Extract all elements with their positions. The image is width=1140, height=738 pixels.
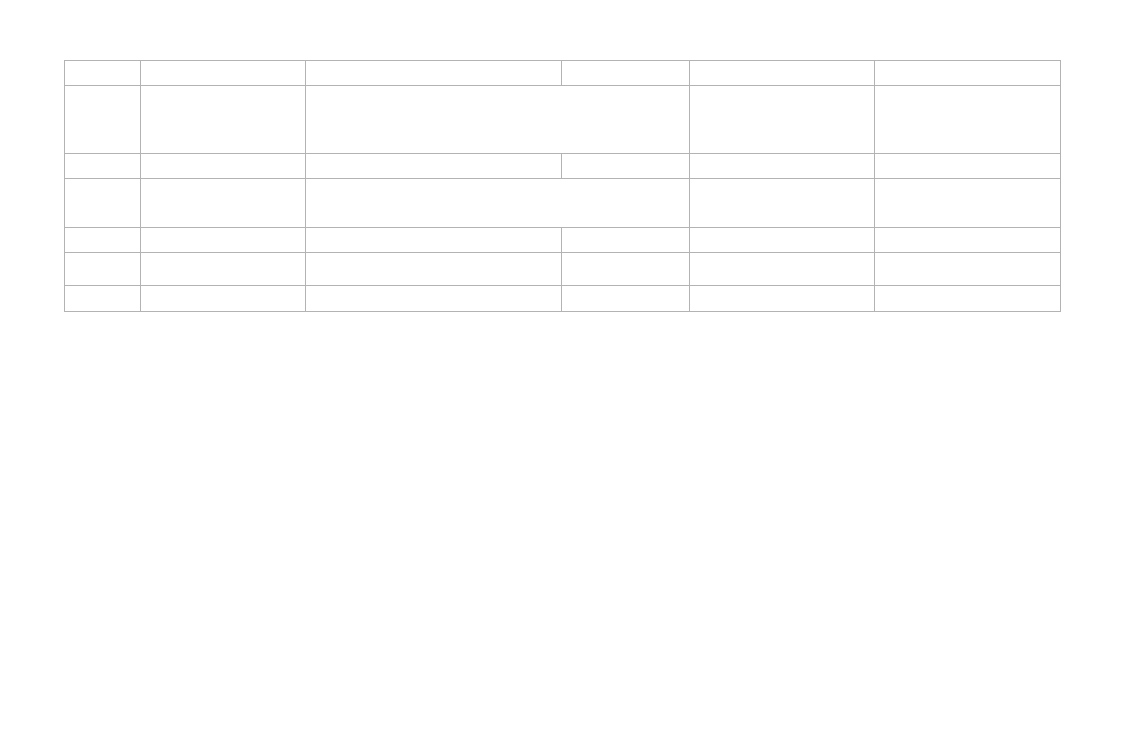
column-header-quantita: [562, 253, 690, 286]
cell-blank: [875, 286, 1061, 312]
table-body: [65, 61, 1061, 312]
cell-blank: [141, 286, 306, 312]
cell-blank: [690, 61, 875, 86]
cell-blank: [562, 286, 690, 312]
cell-blank: [65, 154, 141, 179]
cell-blank: [306, 154, 562, 179]
cell-blank: [690, 179, 875, 228]
cell-blank: [141, 179, 306, 228]
cell-blank: [65, 61, 141, 86]
cell-blank: [306, 286, 562, 312]
column-header-costo-totale: [875, 253, 1061, 286]
cell-blank: [875, 228, 1061, 253]
subtitle-row: [65, 179, 1061, 228]
cell-blank: [65, 228, 141, 253]
cell-blank: [562, 154, 690, 179]
cell-blank: [875, 61, 1061, 86]
cell-blank: [141, 154, 306, 179]
spacer-row: [65, 61, 1061, 86]
cell-blank: [875, 154, 1061, 179]
cell-blank: [562, 61, 690, 86]
cell-blank: [690, 228, 875, 253]
title-row: [65, 86, 1061, 154]
spacer-row: [65, 154, 1061, 179]
cell-blank: [141, 61, 306, 86]
cell-blank: [875, 86, 1061, 154]
cell-blank: [690, 154, 875, 179]
cell-blank: [875, 179, 1061, 228]
cell-blank: [141, 86, 306, 154]
cell-blank: [65, 179, 141, 228]
column-header-costo-unitario: [690, 253, 875, 286]
parts-table: [64, 60, 1061, 312]
title-cell: [306, 86, 690, 154]
cell-blank: [690, 86, 875, 154]
spacer-row: [65, 228, 1061, 253]
subtitle-cell: [306, 179, 690, 228]
cell-blank: [306, 228, 562, 253]
column-header-descrizione: [306, 253, 562, 286]
cell-blank: [65, 86, 141, 154]
cell-blank: [306, 61, 562, 86]
table-header-row: [65, 253, 1061, 286]
cell-blank: [562, 228, 690, 253]
cell-blank: [690, 286, 875, 312]
spacer-row: [65, 286, 1061, 312]
cell-blank: [65, 253, 141, 286]
spreadsheet-area: [64, 60, 1060, 312]
cell-blank: [141, 228, 306, 253]
cell-blank: [65, 286, 141, 312]
column-header-referenza: [141, 253, 306, 286]
